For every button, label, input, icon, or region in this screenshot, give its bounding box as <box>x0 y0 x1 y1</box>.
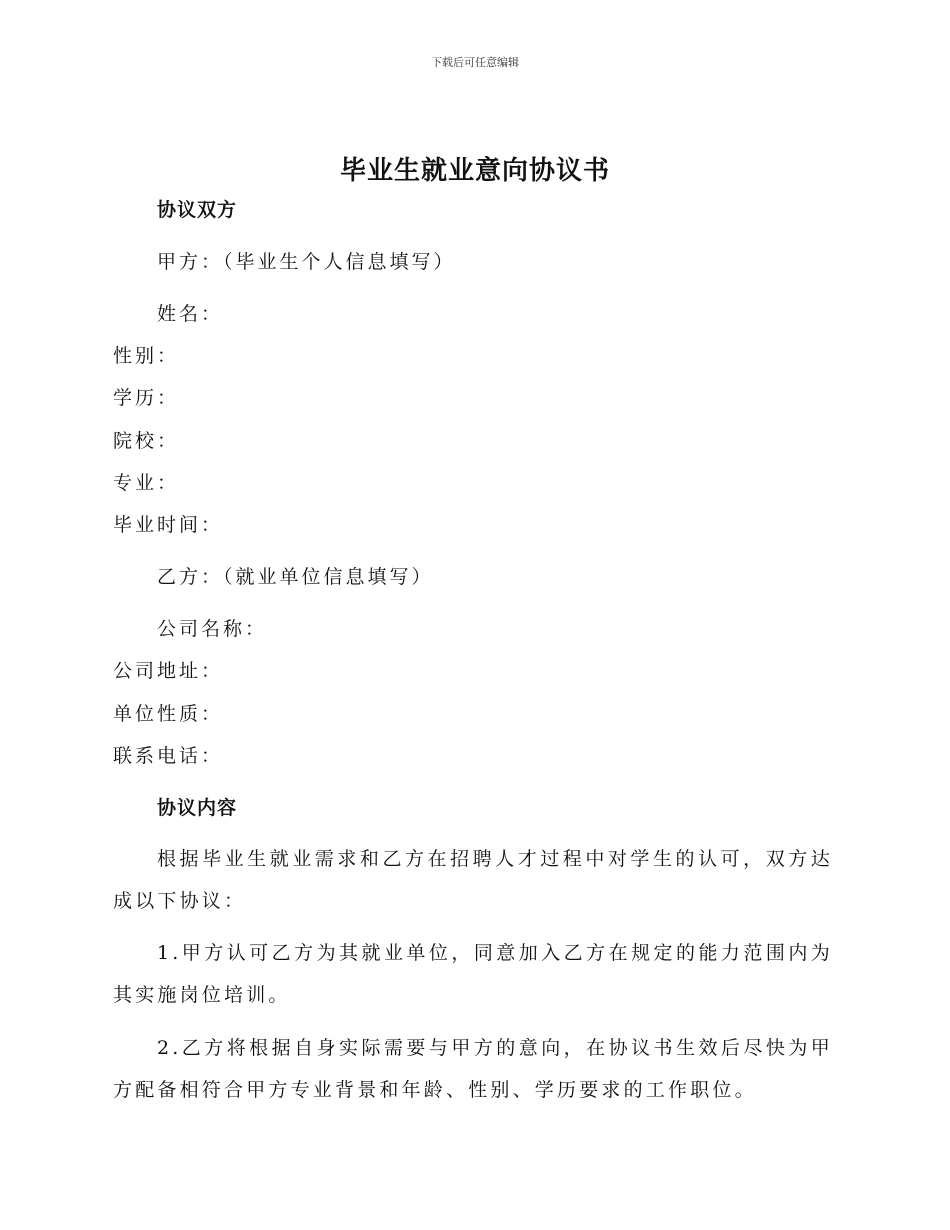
field-name: 姓名： <box>157 303 224 325</box>
paragraph-intro: 根据毕业生就业需求和乙方在招聘人才过程中对学生的认可，双方达成以下协议： <box>113 848 833 912</box>
party-b-label: 乙方：（就业单位信息填写） <box>157 566 434 588</box>
document-title: 毕业生就业意向协议书 <box>339 156 610 186</box>
field-major: 专业： <box>113 472 180 494</box>
field-gender: 性别： <box>113 345 180 367</box>
field-contact-phone: 联系电话： <box>113 745 224 767</box>
field-company-type: 单位性质： <box>113 703 224 725</box>
field-education: 学历： <box>113 387 180 409</box>
page-header-note: 下载后可任意编辑 <box>431 56 519 69</box>
section-heading-content: 协议内容 <box>157 797 238 819</box>
party-a-label: 甲方：（毕业生个人信息填写） <box>157 251 456 273</box>
field-company-address: 公司地址： <box>113 660 224 682</box>
paragraph-clause-1: 1.甲方认可乙方为其就业单位，同意加入乙方在规定的能力范围内为其实施岗位培训。 <box>113 942 833 1006</box>
section-heading-parties: 协议双方 <box>157 199 238 221</box>
field-company-name: 公司名称： <box>157 618 268 640</box>
field-school: 院校： <box>113 430 180 452</box>
paragraph-clause-2: 2.乙方将根据自身实际需要与甲方的意向，在协议书生效后尽快为甲方配备相符合甲方专业背景和年龄、性别、学历要求的工作职位。 <box>113 1037 833 1101</box>
field-graduation-time: 毕业时间： <box>113 514 224 536</box>
